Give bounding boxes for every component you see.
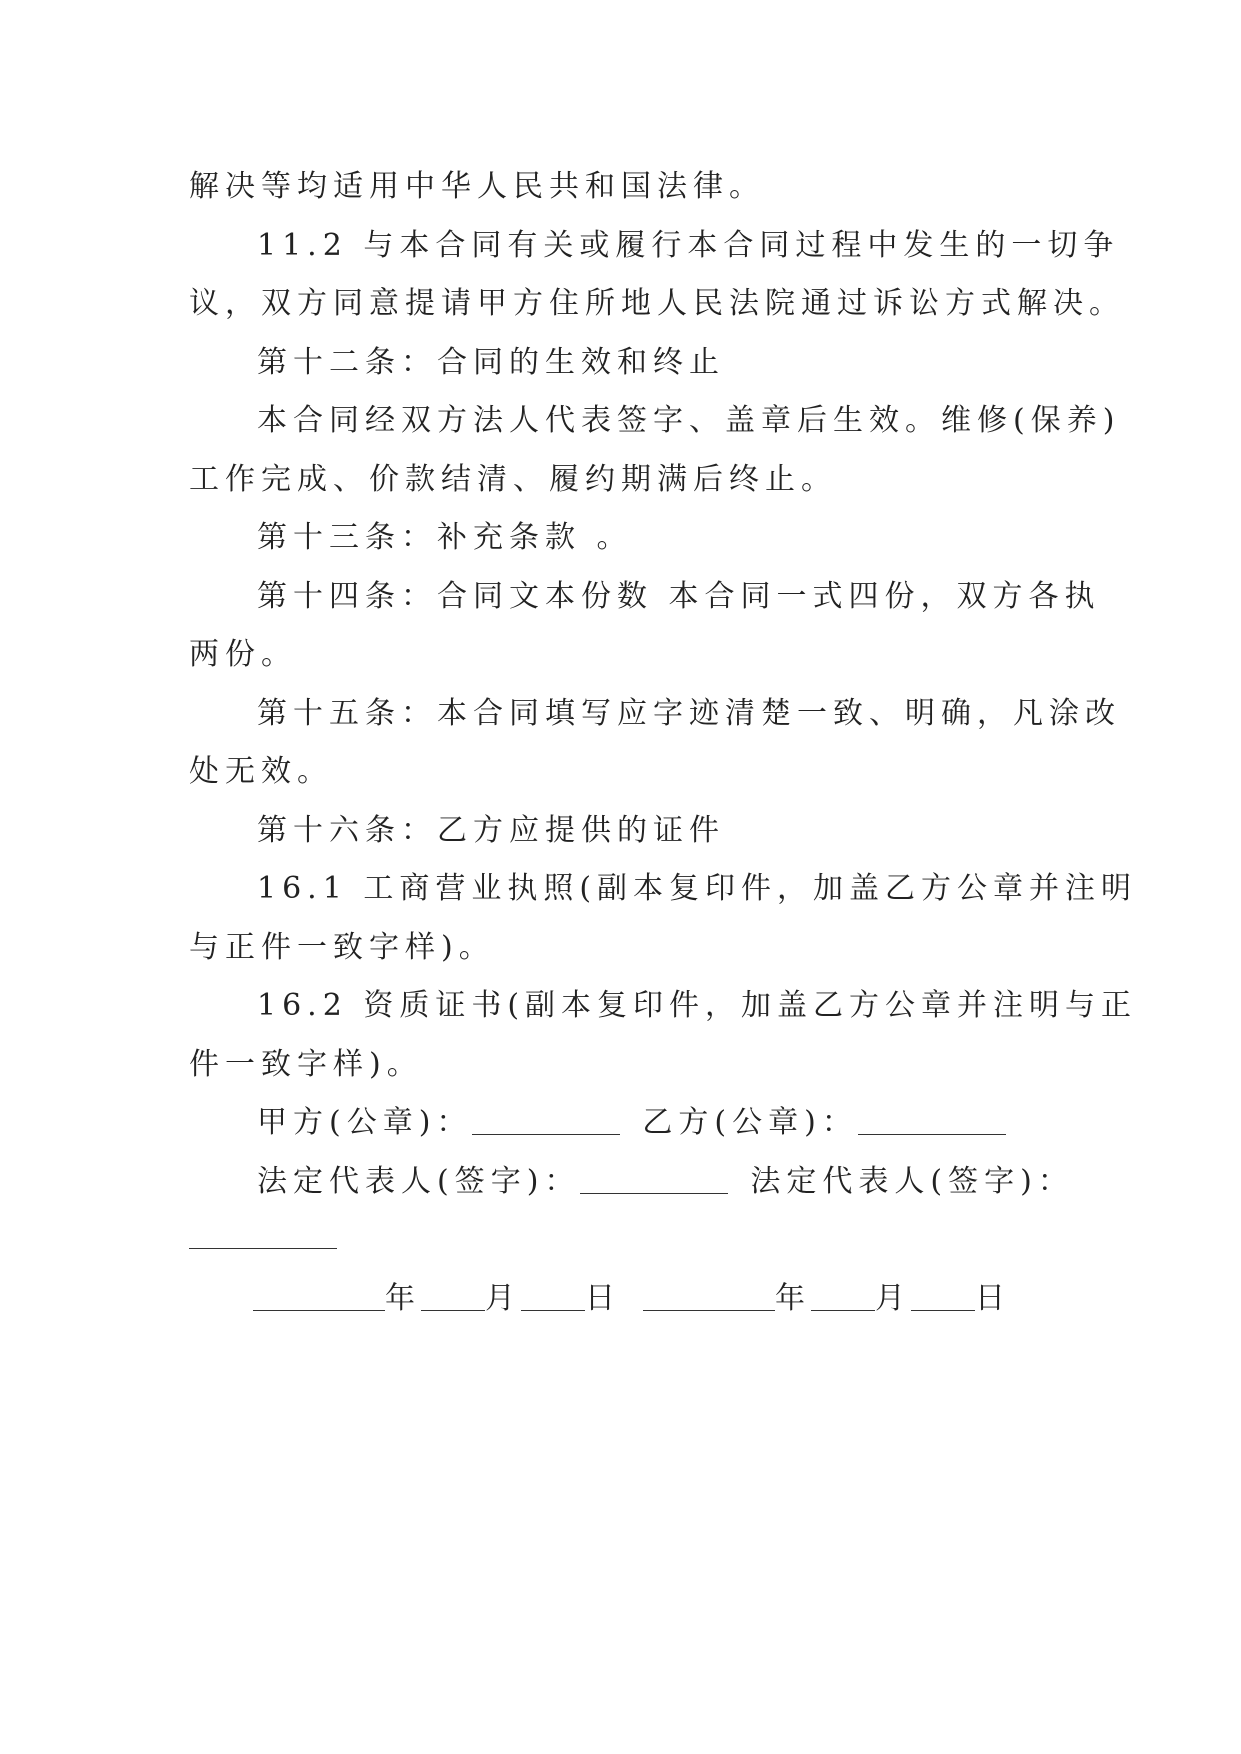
paragraph-line: 本合同经双方法人代表签字、盖章后生效。维修(保养) xyxy=(257,403,1121,438)
month-label: 月 xyxy=(875,1280,911,1316)
party-b-month-blank[interactable] xyxy=(811,1309,875,1311)
party-b-rep-label: 法定代表人(签字)： xyxy=(750,1163,1074,1199)
representative-row xyxy=(189,1153,1074,1212)
paragraph-line: 解决等均适用中华人民共和国法律。 xyxy=(189,169,765,204)
clause-11-2: 11.2 与本合同有关或履行本合同过程中发生的一切争 xyxy=(257,227,1120,263)
party-b-rep-blank[interactable] xyxy=(189,1247,337,1249)
article-16-heading: 第十六条：乙方应提供的证件 xyxy=(257,812,725,848)
paragraph-line: 工作完成、价款结清、履约期满后终止。 xyxy=(189,461,837,497)
party-a-year-blank[interactable] xyxy=(253,1309,385,1311)
party-a-month-blank[interactable] xyxy=(421,1309,485,1311)
date-row xyxy=(189,1270,1069,1329)
year-label: 年 xyxy=(385,1280,421,1316)
party-b-rep-blank-row xyxy=(189,1211,1069,1270)
article-14-heading: 第十四条：合同文本份数 本合同一式四份，双方各执 xyxy=(257,578,1101,614)
party-b-seal-blank[interactable] xyxy=(858,1133,1006,1135)
seal-row xyxy=(189,1094,1069,1153)
party-b-day-blank[interactable] xyxy=(911,1309,975,1311)
article-15-heading: 第十五条：本合同填写应字迹清楚一致、明确，凡涂改 xyxy=(257,695,1121,731)
clause-16-1: 16.1 工商营业执照(副本复印件，加盖乙方公章并注明 xyxy=(257,871,1138,906)
party-a-rep-blank[interactable] xyxy=(580,1192,728,1194)
party-b-seal-label: 乙方(公章)： xyxy=(642,1105,858,1140)
party-a-seal-blank[interactable] xyxy=(472,1133,620,1135)
clause-16-2: 16.2 资质证书(副本复印件，加盖乙方公章并注明与正 xyxy=(257,988,1138,1023)
paragraph-line: 两份。 xyxy=(189,637,297,672)
paragraph-line: 与正件一致字样)。 xyxy=(189,929,495,965)
day-label: 日 xyxy=(975,1280,1011,1316)
day-label: 日 xyxy=(585,1280,621,1316)
year-label: 年 xyxy=(775,1280,811,1316)
party-b-year-blank[interactable] xyxy=(643,1309,775,1311)
party-a-day-blank[interactable] xyxy=(521,1309,585,1311)
party-a-seal-label: 甲方(公章)： xyxy=(257,1105,473,1140)
party-a-rep-label: 法定代表人(签字)： xyxy=(257,1163,581,1199)
contract-body xyxy=(189,158,1138,1328)
article-13-heading: 第十三条：补充条款 。 xyxy=(257,520,633,555)
article-12-heading: 第十二条：合同的生效和终止 xyxy=(257,344,725,380)
paragraph-line: 议，双方同意提请甲方住所地人民法院通过诉讼方式解决。 xyxy=(189,286,1125,321)
month-label: 月 xyxy=(485,1280,521,1316)
paragraph-line: 件一致字样)。 xyxy=(189,1046,423,1082)
paragraph-line: 处无效。 xyxy=(189,754,333,789)
